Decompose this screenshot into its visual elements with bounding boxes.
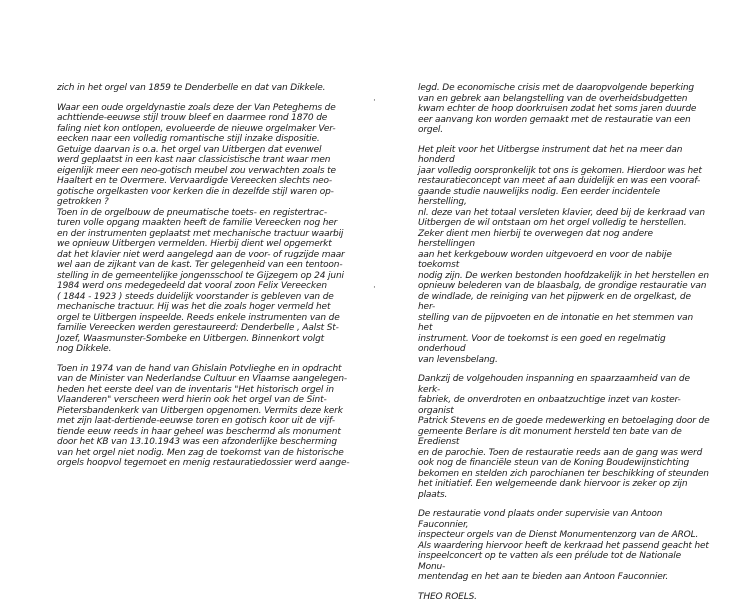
author-signature: THEO ROELS. <box>418 591 477 602</box>
paragraph-instrument: Het pleit voor het Uitbergse instrument dat het na meer dan honderd jaar volledig oorspronkelijk tot ons is gekomen. Hierdoor was het restauratieconcept van meet af aan duidelijk en was een vooraf- gaande studie nauwelijks nodig. Een eerder incidentele herstelling, nl. deze van het totaal versleten klavier, deed bij de kerkraad van Uitbergen de wil ontstaan om het orgel volledig te herstellen. Zeker dient men hierbij te overwegen dat nog andere herstellingen aan het kerkgebouw worden uitgevoerd en voor de nabije toekomst nodig zijn. De werken bestonden hoofdzakelijk in het herstellen en opnieuw belederen van de blaasbalg, de grondige restauratie van de windlade, de reiniging van het pijpwerk en de orgelkast, de her- stelling van de pijpvoeten en de intonatie en het stemmen van het instrument. Voor de toekomst is een goed en regelmatig onderhoud van levensbelang. <box>418 144 709 365</box>
paragraph-intro: zich in het orgel van 1859 te Denderbelle en dat van Dikkele. <box>57 83 326 93</box>
right-column <box>418 83 710 611</box>
paragraph-supervisie: De restauratie vond plaats onder supervisie van Antoon Fauconnier, inspecteur orgels van de Dienst Monumentenzorg van de AROL. Als waardering hiervoor heeft de kerkraad het passend geacht het inspeelconcert op te vatten als een prélude tot de Nationale Monu- mentendag en het aan te bieden aan Antoon Fauconnier. <box>418 509 709 582</box>
paragraph-inventaris: Toen in 1974 van de hand van Ghislain Potvlieghe en in opdracht van de Minister van Nederlandse Cultuur en Vlaamse aangelegen- heden het eerste deel van de inventaris "Het historisch orgel in Vlaanderen" verscheen werd hierin ook het orgel van de Sint- Pietersbandenkerk van Uitbergen opgenomen. Vermits deze kerk met zijn laat-dertiende-eeuwse toren en gotisch koor uit de vijf- tiende eeuw reeds in haar geheel was beschermd als monument door het KB van 13.10.1943 was een afzonderlijke bescherming van het orgel niet nodig. Men zag de toekomst van de historische orgels hoopvol tegemoet en menig restauratiedossier werd aange- <box>57 363 350 468</box>
paragraph-crisis: legd. De economische crisis met de daaropvolgende beperking van en gebrek aan belangstelling van de overheidsbudgetten kwam echter de hoop doorkruisen zodat het soms jaren duurde eer aanvang kon worden gemaakt met de restauratie van een orgel. <box>418 83 697 135</box>
paragraph-dankzij: Dankzij de volgehouden inspanning en spaarzaamheid van de kerk- fabriek, de onverdroten en onbaatzuchtige inzet van koster-organist Patrick Stevens en de goede medewerking en betoelaging door de gemeente Berlare is dit monument hersteld ten bate van de Eredienst en de parochie. Toen de restauratie reeds aan de gang was werd ook nog de financiële steun van de Koning Boudewijnstichting bekomen en stelden zich parochianen ter beschikking of steunden het initiatief. Een welgemeende dank hiervoor is zeker op zijn plaats. <box>418 374 710 500</box>
paragraph-orgeldynastie: Waar een oude orgeldynastie zoals deze der Van Peteghems de achttiende-eeuwse stijl trouw bleef en daarmee rond 1870 de faling niet kon ontlopen, evolueerde de nieuwe orgelmaker Ver- eecken naar een volledig romantische stijl inzake dispositie. Getuige daarvan is o.a. het orgel van Uitbergen dat evenwel werd geplaatst in een kast naar classicistische trant waar men eigenlijk meer een neo-gotisch meubel zou verwachten zoals te Haaltert en te Overmere. Vervaardigde Vereecken slechts neo- gotische orgelkasten voor kerken die in dezelfde stijl waren op- getrokken ? Toen in de orgelbouw de pneumatische toets- en registertrac- turen volle opgang maakten heeft de familie Vereecken nog her en der instrumenten geplaatst met mechanische tractuur waarbij we opnieuw Uitbergen vermelden. Hierbij dient wel opgemerkt dat het klavier niet werd aangelegd aan de voor- of rugzijde maar wel aan de zijkant van de kast. Ter gelegenheid van een tentoon- stelling in de gemeentelijke jongensschool te Gijzegem op 24 juni 1984 werd ons medegedeeld dat vooral zoon Felix Vereecken ( 1844 - 1923 ) steeds duidelijk voorstander is gebleven van de mechanische tractuur. Hij was het die zoals hoger vermeld het orgel te Uitbergen inspeelde. Reeds enkele instrumenten van de familie Vereecken werden gerestaureerd: Denderbelle , Aalst St- Jozef, Waasmunster-Sombeke en Uitbergen. Binnenkort volgt nog Dikkele. <box>57 102 345 354</box>
scan-mark: · <box>373 96 376 106</box>
scan-mark: · <box>373 283 376 293</box>
left-column <box>57 83 357 478</box>
